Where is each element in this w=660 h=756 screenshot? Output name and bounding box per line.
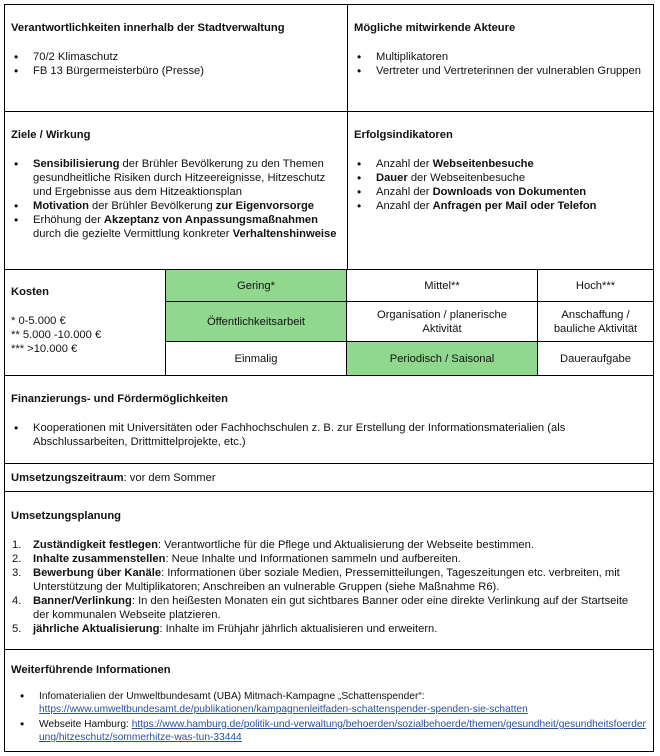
goals-cell [5, 111, 347, 269]
funding-list [11, 421, 647, 449]
list-item: • Erhöhung der Akzeptanz von Anpassungsmaßnahmen durch die gezielte Vermittlung konkreter Verhaltenshinweise [11, 213, 342, 241]
list-item: • FB 13 Bürgermeisterbüro (Presse) [11, 64, 342, 78]
list-item: • Anzahl der Downloads von Dokumenten [354, 185, 648, 199]
list-item: • Multiplikatoren [354, 50, 648, 64]
cost-high: Hoch*** [537, 269, 653, 301]
cost-low-selected: Gering* [165, 269, 346, 301]
responsibilities-cell [5, 5, 347, 111]
list-item: 1. Zuständigkeit festlegen: Verantwortliche für die Pflege und Aktualisierung der Webseite bestimmen. [12, 539, 534, 551]
responsibilities-title: Verantwortlichkeiten innerhalb der Stadtverwaltung [11, 22, 285, 34]
list-item: • Motivation der Brühler Bevölkerung zur Eigenvorsorge [11, 199, 342, 213]
indicators-cell [347, 111, 653, 269]
frequency-once: Einmalig [165, 341, 346, 375]
type-construction: Anschaffung / bauliche Aktivität [537, 301, 653, 341]
cost-legend-low: * 0-5.000 € [11, 315, 66, 327]
frequency-periodic-selected: Periodisch / Saisonal [346, 341, 537, 375]
list-item [17, 718, 647, 744]
planning-title: Umsetzungsplanung [11, 510, 122, 522]
list-item: • 70/2 Klimaschutz [11, 50, 342, 64]
goals-list [11, 157, 342, 241]
hamburg-link-label: Webseite Hamburg: [39, 719, 132, 730]
timeframe-value: : vor dem Sommer [123, 472, 216, 484]
indicators-title: Erfolgsindikatoren [354, 129, 453, 141]
cost-legend-mid: ** 5.000 -10.000 € [11, 329, 102, 341]
planning-cell [5, 491, 653, 649]
actors-list [354, 50, 648, 78]
list-item: • Kooperationen mit Universitäten oder Fachhochschulen z. B. zur Erstellung der Informationsmaterialien (als Abschlussarbeiten, Drittmittelprojekte, etc.) [11, 421, 647, 449]
timeframe-cell [5, 463, 653, 491]
goals-title: Ziele / Wirkung [11, 129, 91, 141]
measure-table [4, 4, 654, 752]
uba-link-label: Infomaterialien der Umweltbundesamt (UBA) Mitmach-Kampagne „Schattenspender“: [39, 691, 425, 702]
costs-title: Kosten [11, 286, 49, 298]
cost-legend-high: *** >10.000 € [11, 343, 78, 355]
list-item: 5. jährliche Aktualisierung: Inhalte im Frühjahr jährlich aktualisieren und erweitern. [12, 623, 438, 635]
hamburg-link[interactable]: https://www.hamburg.de/politik-und-verwaltung/behoerden/sozialbehoerde/themen/gesundheit/gesundheitsfoerderung/hitzeschutz/sommerhitze-was-tun-33444 [39, 719, 646, 743]
timeframe-label: Umsetzungszeitraum [11, 472, 124, 484]
costs-legend [11, 314, 160, 356]
list-item: 4. Banner/Verlinkung: In den heißesten Monaten ein gut sichtbares Banner oder eine direkte Verlinkung auf der Startseite der kommunalen Webseite platzieren. [12, 595, 629, 621]
frequency-permanent: Daueraufgabe [537, 341, 653, 375]
list-item: • Vertreter und Vertreterinnen der vulnerablen Gruppen [354, 64, 648, 78]
list-item: 3. Bewerbung über Kanäle: Informationen über soziale Medien, Pressemitteilungen, Tageszeitungen etc. verbreiten, mit Unterstützung der Multiplikatoren; Anschreiben an vulnerable Gruppen (siehe Maßnahme R6). [12, 567, 620, 593]
costs-cell [5, 269, 165, 375]
type-organisation: Organisation / planerische Aktivität [346, 301, 537, 341]
responsibilities-list [11, 50, 342, 78]
uba-link[interactable]: https://www.umweltbundesamt.de/publikationen/kampagnenleitfaden-schattenspender-spenden-sie-schatten [39, 704, 528, 715]
funding-cell [5, 375, 653, 463]
list-item: • Anzahl der Webseitenbesuche [354, 157, 648, 171]
list-item: • Sensibilisierung der Brühler Bevölkerung zu den Themen gesundheitliche Risiken durch Hitzeereignisse, Hitzeschutz und Ergebnisse aus dem Hitzeaktionsplan [11, 157, 342, 199]
planning-steps [11, 538, 647, 636]
type-public-relations-selected: Öffentlichkeitsarbeit [165, 301, 346, 341]
further-info-title: Weiterführende Informationen [11, 664, 171, 676]
list-item [17, 690, 647, 716]
list-item: • Dauer der Webseitenbesuche [354, 171, 648, 185]
indicators-list [354, 157, 648, 213]
actors-cell [347, 5, 653, 111]
actors-title: Mögliche mitwirkende Akteure [354, 22, 516, 34]
list-item: • Anzahl der Anfragen per Mail oder Telefon [354, 199, 648, 213]
further-info-list [11, 690, 647, 744]
funding-title: Finanzierungs- und Fördermöglichkeiten [11, 393, 228, 405]
list-item: 2. Inhalte zusammenstellen: Neue Inhalte und Informationen sammeln und aufbereiten. [12, 553, 461, 565]
further-info-cell [5, 649, 653, 751]
cost-mid: Mittel** [346, 269, 537, 301]
